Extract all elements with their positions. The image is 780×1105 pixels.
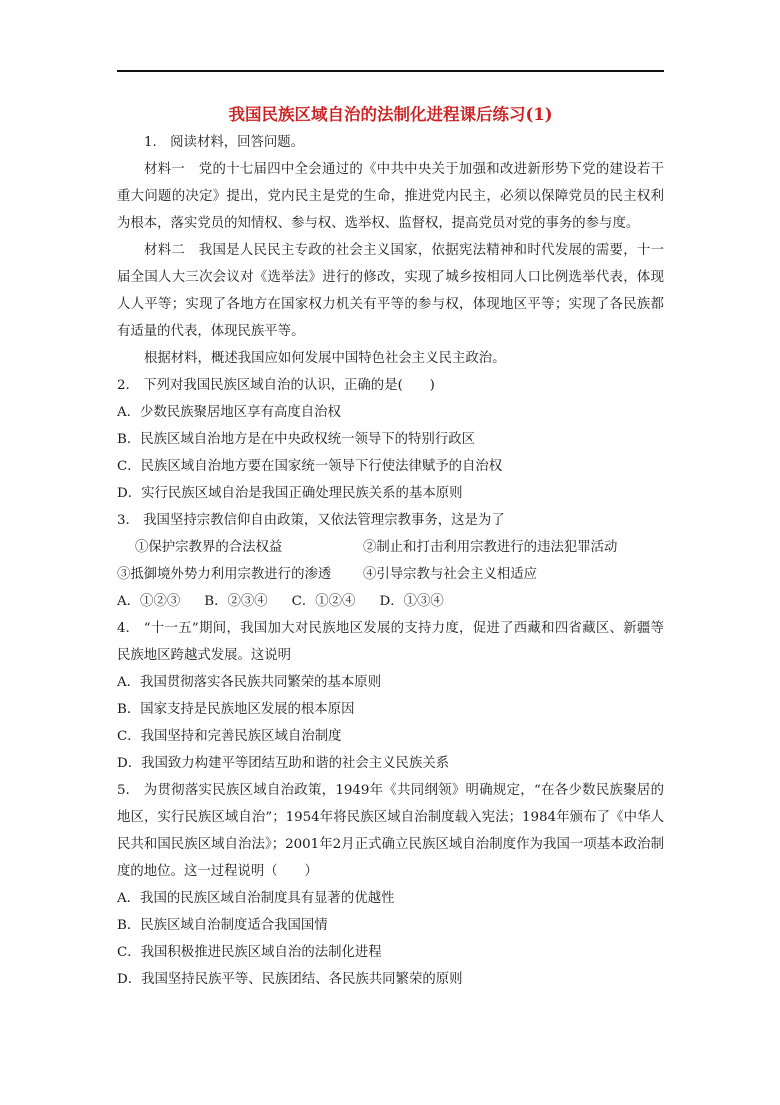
- question-2-option-b: B．民族区域自治地方是在中央政权统一领导下的特别行政区: [117, 432, 475, 447]
- question-3-option-b: B．②③④: [204, 594, 268, 609]
- page-title: 我国民族区域自治的法制化进程课后练习(1): [228, 105, 553, 124]
- question-2-stem: 2. 下列对我国民族区域自治的认识，正确的是( ): [117, 378, 435, 393]
- question-3-option-a: A．①②③: [117, 594, 181, 609]
- question-5-stem: 5. 为贯彻落实民族区域自治政策，1949年《共同纲领》明确规定，“在各少数民族聚居的地区，实行民族区域自治”；1954年将民族区域自治制度载入宪法；1984年颁布了《中华人民共和国民族区域自治法》；2001年2月正式确立民族区域自治制度作为我国一项基本政治制度的地位。这一过程说明（ ）: [117, 783, 664, 879]
- question-1-prompt: 根据材料，概述我国应如何发展中国特色社会主义民主政治。: [144, 351, 506, 366]
- question-5-option-d: D．我国坚持民族平等、民族团结、各民族共同繁荣的原则: [117, 972, 463, 987]
- question-4-option-b: B．国家支持是民族地区发展的根本原因: [117, 702, 355, 717]
- question-4-option-c: C．我国坚持和完善民族区域自治制度: [117, 729, 342, 744]
- question-3-item-2: ②制止和打击利用宗教进行的违法犯罪活动: [363, 540, 618, 555]
- question-3-item-3: ③抵御境外势力利用宗教进行的渗透: [117, 567, 332, 582]
- question-5-option-c: C．我国积极推进民族区域自治的法制化进程: [117, 945, 382, 960]
- question-3-option-c: C．①②④: [291, 594, 356, 609]
- document-body: [117, 129, 664, 993]
- question-3-stem: 3. 我国坚持宗教信仰自由政策，又依法管理宗教事务，这是为了: [117, 513, 505, 528]
- question-3-items-row-2: [117, 561, 664, 588]
- question-3-item-1: ①保护宗教界的合法权益: [135, 540, 283, 555]
- header-rule: [117, 70, 664, 72]
- question-3-options: [117, 588, 664, 615]
- question-4-option-d: D．我国致力构建平等团结互助和谐的社会主义民族关系: [117, 756, 450, 771]
- question-5-option-a: A．我国的民族区域自治制度具有显著的优越性: [117, 891, 395, 906]
- question-3-option-d: D．①③④: [379, 594, 444, 609]
- question-3-item-4: ④引导宗教与社会主义相适应: [363, 567, 538, 582]
- question-5-option-b: B．民族区域自治制度适合我国国情: [117, 918, 328, 933]
- question-1-material-1: 材料一 党的十七届四中全会通过的《中共中央关于加强和改进新形势下党的建设若干重大问题的决定》提出，党内民主是党的生命，推进党内民主，必须以保障党员的民主权利为根本，落实党员的知情权、参与权、选举权、监督权，提高党员对党的事务的参与度。: [117, 162, 664, 231]
- question-1-material-2: 材料二 我国是人民民主专政的社会主义国家，依据宪法精神和时代发展的需要，十一届全国人大三次会议对《选举法》进行的修改，实现了城乡按相同人口比例选举代表，体现人人平等；实现了各地方在国家权力机关有平等的参与权，体现地区平等；实现了各民族都有适量的代表，体现民族平等。: [117, 243, 664, 339]
- question-3-items-row-1: [117, 534, 664, 561]
- question-4-option-a: A．我国贯彻落实各民族共同繁荣的基本原则: [117, 675, 382, 690]
- question-4-stem: 4. “十一五”期间，我国加大对民族地区发展的支持力度，促进了西藏和四省藏区、新疆等民族地区跨越式发展。这说明: [117, 621, 664, 663]
- question-2-option-d: D．实行民族区域自治是我国正确处理民族关系的基本原则: [117, 486, 463, 501]
- question-2-option-a: A．少数民族聚居地区享有高度自治权: [117, 405, 341, 420]
- question-1-stem: 1. 阅读材料，回答问题。: [144, 135, 305, 150]
- question-2-option-c: C．民族区域自治地方要在国家统一领导下行使法律赋予的自治权: [117, 459, 503, 474]
